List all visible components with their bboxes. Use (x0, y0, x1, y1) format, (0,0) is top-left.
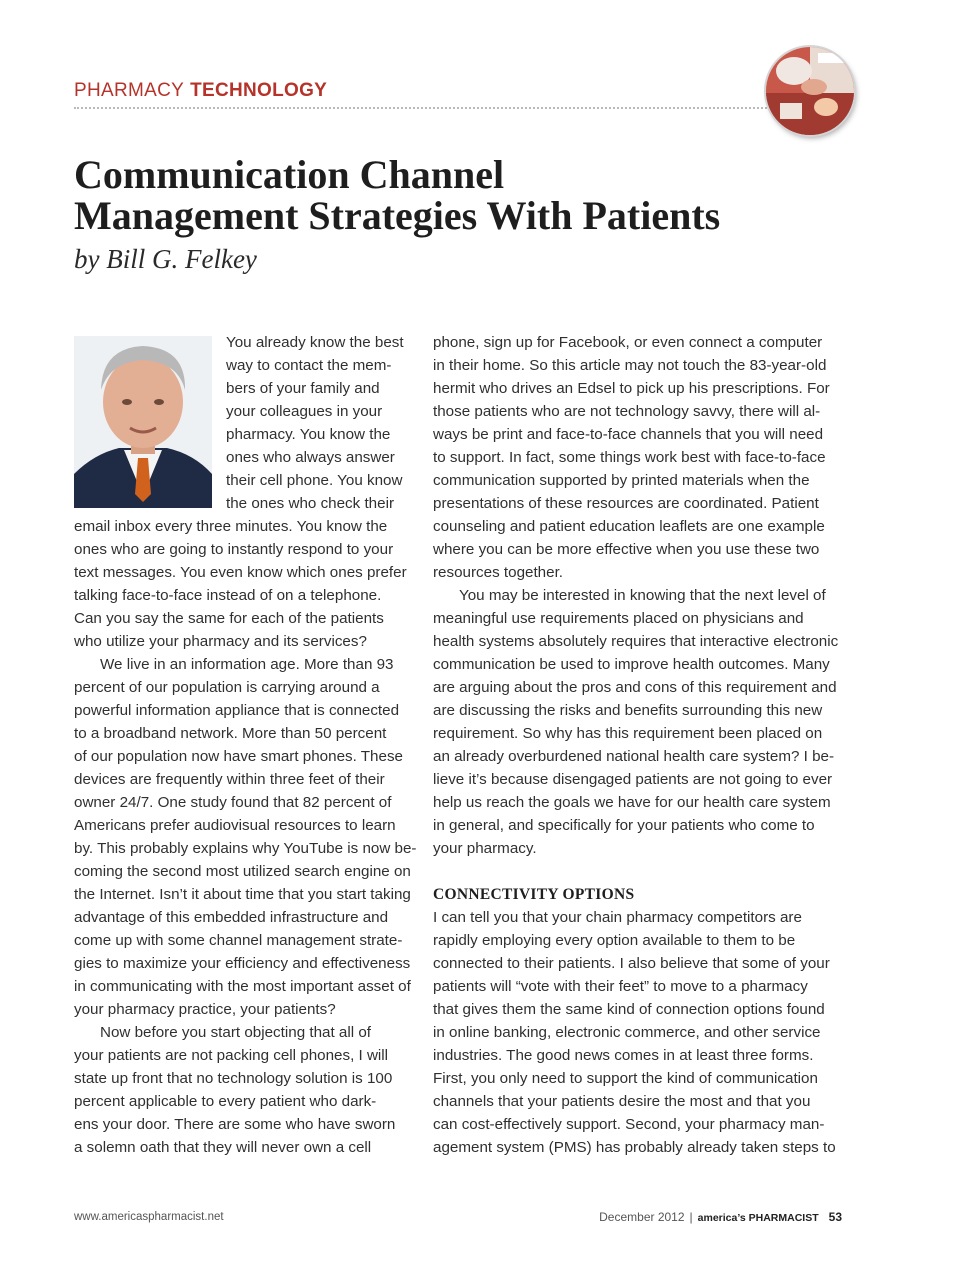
text-line: your pharmacy practice, your patients? (74, 1001, 336, 1018)
text-line: of our population now have smart phones. These (74, 748, 403, 765)
text-line: lieve it’s because disengaged patients are not going to ever (433, 771, 833, 788)
text-line: where you can be more effective when you use these two (433, 541, 820, 558)
text-line: resources together. (433, 564, 564, 581)
text-line: Americans prefer audiovisual resources to learn (74, 817, 396, 834)
pharmacy-photo-badge (766, 47, 854, 135)
text-line: are arguing about the pros and cons of this requirement and (433, 679, 837, 696)
section-label-bold: TECHNOLOGY (190, 80, 328, 101)
text-line: channels that your patients desire the most and that you (433, 1093, 811, 1110)
text-line: help us reach the goals we have for our health care system (433, 794, 831, 811)
title-line-2: Management Strategies With Patients (74, 193, 721, 238)
text-line: those patients who are not technology savvy, there will al- (433, 403, 821, 420)
text-line: text messages. You even know which ones prefer (74, 564, 407, 581)
subheading: CONNECTIVITY OPTIONS (433, 886, 635, 903)
footer-publication: america’s PHARMACIST (697, 1212, 819, 1224)
text-line: in online banking, electronic commerce, and other service (433, 1024, 821, 1041)
text-line: Now before you start objecting that all of (100, 1024, 371, 1041)
text-line: coming the second most utilized search engine on (74, 863, 411, 880)
text-line: your patients are not packing cell phones, I will (74, 1047, 389, 1064)
text-line: agement system (PMS) has probably already taken steps to (433, 1139, 836, 1156)
text-line: an already overburdened national health care system? I be- (433, 748, 835, 765)
text-line: ones who always answer (226, 449, 395, 466)
text-line: your colleagues in your (226, 403, 383, 420)
text-line: counseling and patient education leaflets are one example (433, 518, 825, 535)
text-line: health systems absolutely requires that interactive electronic (433, 633, 839, 650)
text-line: the Internet. Isn’t it about time that you start taking (74, 886, 411, 903)
text-line: by. This probably explains why YouTube is now be- (74, 840, 417, 857)
text-line: meaningful use requirements placed on physicians and (433, 610, 804, 627)
text-line: a solemn oath that they will never own a cell (74, 1139, 372, 1156)
text-line: ways be print and face-to-face channels that you will need (433, 426, 824, 443)
section-label: PHARMACY (74, 80, 185, 101)
text-line: in their home. So this article may not touch the 83-year-old (433, 357, 827, 374)
text-line: in communicating with the most important asset of (74, 978, 411, 995)
text-line: who utilize your pharmacy and its services? (74, 633, 367, 650)
text-line: We live in an information age. More than 93 (100, 656, 394, 673)
text-line: Can you say the same for each of the patients (74, 610, 384, 627)
text-line: percent of our population is carrying around a (74, 679, 380, 696)
text-line: pharmacy. You know the (226, 426, 391, 443)
text-line: in general, and specifically for your patients who come to (433, 817, 815, 834)
text-line: their cell phone. You know (226, 472, 403, 489)
text-line: advantage of this embedded infrastructure and (74, 909, 389, 926)
text-line: your pharmacy. (433, 840, 537, 857)
text-line: powerful information appliance that is connected (74, 702, 400, 719)
article-byline: by Bill G. Felkey (74, 244, 257, 274)
text-line: rapidly employing every option available to them to be (433, 932, 796, 949)
text-line: are discussing the risks and benefits surrounding this new (433, 702, 823, 719)
footer-issue-info (599, 1210, 842, 1224)
footer-date: December 2012 (599, 1210, 685, 1224)
text-line: that gives them the same kind of connection options found (433, 1001, 825, 1018)
text-line: to a broadband network. More than 50 percent (74, 725, 387, 742)
text-line: patients will “vote with their feet” to move to a pharmacy (433, 978, 808, 995)
text-line: presentations of these resources are coordinated. Patient (433, 495, 819, 512)
section-header (74, 80, 327, 102)
text-line: the ones who check their (226, 495, 395, 512)
text-line: industries. The good news comes in at least three forms. (433, 1047, 814, 1064)
text-line: devices are frequently within three feet of their (74, 771, 385, 788)
text-line: state up front that no technology solution is 100 (74, 1070, 393, 1087)
text-line: ones who are going to instantly respond to your (74, 541, 394, 558)
column-left (74, 331, 484, 1159)
text-line: email inbox every three minutes. You know the (74, 518, 388, 535)
text-line: ens your door. There are some who have sworn (74, 1116, 396, 1133)
text-line: come up with some channel management strate- (74, 932, 403, 949)
text-line: communication be used to improve health outcomes. Many (433, 656, 830, 673)
pharmacist-hands-image (766, 47, 854, 135)
text-line: hermit who drives an Edsel to pick up his prescriptions. For (433, 380, 830, 397)
text-line: I can tell you that your chain pharmacy competitors are (433, 909, 802, 926)
page-number: 53 (828, 1210, 842, 1224)
text-line: owner 24/7. One study found that 82 percent of (74, 794, 392, 811)
text-line: requirement. So why has this requirement been placed on (433, 725, 823, 742)
header-dotted-rule (74, 107, 774, 109)
text-line: to support. In fact, some things work best with face-to-face (433, 449, 826, 466)
footer-website-url: www.americaspharmacist.net (74, 1211, 224, 1223)
text-line: way to contact the mem- (226, 357, 392, 374)
title-line-1: Communication Channel (74, 152, 505, 197)
text-line: can cost-effectively support. Second, your pharmacy man- (433, 1116, 825, 1133)
text-line: You may be interested in knowing that the next level of (459, 587, 826, 604)
text-line: connected to their patients. I also believe that some of your (433, 955, 830, 972)
text-line: You already know the best (226, 334, 404, 351)
text-line: First, you only need to support the kind of communication (433, 1070, 818, 1087)
text-line: gies to maximize your efficiency and effectiveness (74, 955, 411, 972)
article-title (74, 154, 874, 236)
text-line: percent applicable to every patient who dark- (74, 1093, 377, 1110)
column-right (433, 331, 853, 1159)
text-line: talking face-to-face instead of on a telephone. (74, 587, 382, 604)
paragraph-gap (433, 860, 853, 883)
text-line: bers of your family and (226, 380, 380, 397)
text-line: communication supported by printed materials when the (433, 472, 810, 489)
text-line: phone, sign up for Facebook, or even connect a computer (433, 334, 823, 351)
footer-separator: | (689, 1210, 693, 1224)
